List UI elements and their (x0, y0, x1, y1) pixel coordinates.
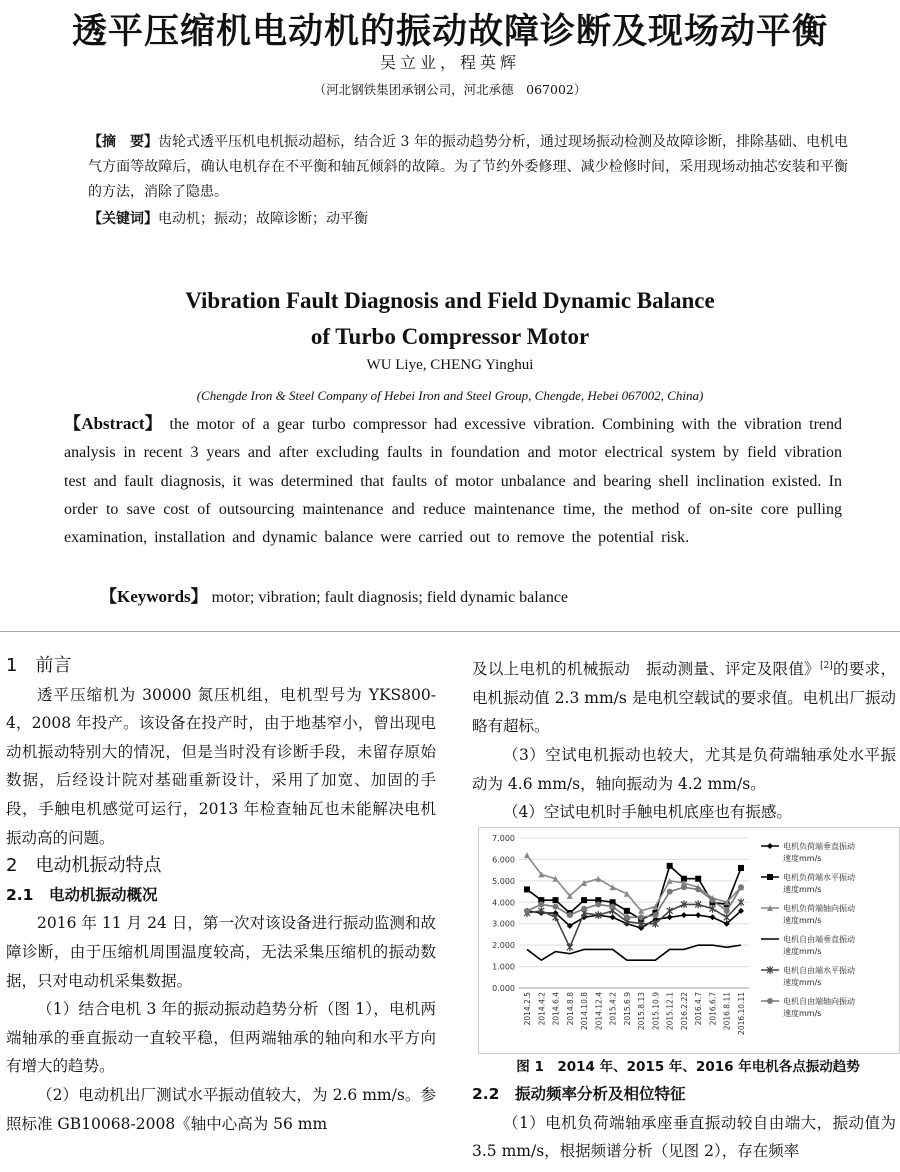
x-tick-label: 2016.4.7 (694, 992, 704, 1026)
legend-label: 电机负荷端垂直振动 (783, 842, 855, 851)
right-column-top (472, 652, 896, 827)
keywords-cn-label: 【关键词】 (88, 211, 158, 227)
data-point (524, 852, 530, 858)
data-point (524, 908, 530, 914)
keywords-cn-text: 电动机；振动；故障诊断；动平衡 (158, 211, 368, 227)
data-point (695, 912, 701, 918)
x-tick-label: 2016.8.11 (722, 992, 732, 1031)
legend-label-unit: 速度mm/s (783, 885, 822, 894)
data-point (553, 897, 559, 903)
data-point (709, 897, 715, 903)
data-point (524, 886, 530, 892)
left-column (6, 652, 436, 1138)
section-divider (0, 631, 900, 632)
data-point (624, 891, 630, 897)
data-point (638, 914, 644, 920)
x-tick-label: 2014.2.5 (523, 992, 532, 1026)
standard-text: 及以上电机的机械振动 振动测量、评定及限值》 (472, 660, 820, 679)
y-tick-label: 2.000 (492, 941, 515, 951)
reference-mark: [2] (819, 661, 833, 671)
legend-label: 电机负荷端轴向振动 (783, 904, 855, 913)
figure-1-caption: 图 1 2014 年、2015 年、2016 年电机各点振动趋势 (516, 1059, 860, 1075)
data-point (581, 906, 587, 912)
x-tick-label: 2014.6.4 (551, 992, 561, 1026)
data-point (538, 901, 544, 907)
legend-label-unit: 速度mm/s (783, 854, 822, 863)
data-point (610, 904, 616, 910)
x-tick-label: 2014.10.8 (580, 992, 590, 1031)
legend-marker (767, 998, 773, 1004)
data-point (709, 914, 715, 920)
standard-text-end: 的要求，电机振动值 2.3 mm/s 是电机空载试的要求值。电机出厂振动略有超标。 (472, 660, 896, 736)
heading-vibration-features: 2 电动机振动特点 (6, 855, 162, 877)
paper-title-en-line2: of Turbo Compressor Motor (310, 324, 590, 349)
paragraph-overview: 2016 年 11 月 24 日，第一次对该设备进行振动监测和故障诊断，由于压缩机周围温度较高，无法采集压缩机的振动数据，只对电动机采集数据。 (6, 914, 436, 990)
data-point (610, 914, 616, 920)
legend-label: 电机自由端垂直振动 (783, 935, 855, 944)
paragraph-item-2: （2）电动机出厂测试水平振动值较大，为 2.6 mm/s。参照标准 GB10068-2008《轴中心高为 56 mm (6, 1085, 436, 1133)
keywords-en-text: motor; vibration; fault diagnosis; field dynamic balance (211, 589, 569, 606)
x-tick-label: 2015.6.9 (622, 992, 632, 1026)
data-point (567, 943, 573, 951)
abstract-en-text: the motor of a gear turbo compressor had excessive vibration. Combining with the vibration trend analysis in recent 3 years and after excluding faults in foundation and motor electrical system by field vibration test and fault diagnosis, it was determined that faults of motor unbalance and bearing shell inclination existed. In order to save cost of outsourcing maintenance and reduce maintenance time, the method of on-site core pulling examination, installation and dynamic balance were carried out to remove the potential risk. (64, 416, 843, 547)
y-tick-label: 1.000 (492, 962, 515, 972)
data-point (695, 886, 701, 892)
data-point (695, 876, 701, 882)
data-point (581, 897, 587, 903)
keywords-en (100, 582, 860, 607)
data-point (681, 884, 687, 890)
paragraph-frequency: （1）电机负荷端轴承座垂直振动较自由端大，振动值为 3.5 mm/s，根据频谱分析（见图 2），存在频率 (472, 1113, 896, 1161)
data-point (738, 865, 744, 871)
legend-label: 电机负荷端水平振动 (783, 873, 855, 882)
authors-cn: 吴立业，程英辉 (379, 53, 520, 72)
heading-vibration-overview: 2.1 电动机振动概况 (6, 885, 158, 904)
data-point (624, 908, 630, 914)
data-point (652, 912, 658, 918)
series-line (527, 945, 741, 960)
y-tick-label: 3.000 (492, 919, 515, 929)
data-point (667, 914, 673, 920)
paper-title-cn: 透平压缩机电动机的振动故障诊断及现场动平衡 (71, 12, 828, 52)
data-point (567, 912, 573, 918)
legend-label-unit: 速度mm/s (783, 947, 822, 956)
y-tick-label: 0.000 (492, 984, 515, 993)
legend-label: 电机自由端轴向振动 (783, 997, 855, 1006)
data-point (667, 907, 673, 915)
x-tick-label: 2014.12.4 (594, 992, 604, 1031)
x-tick-label: 2015.10.9 (651, 992, 661, 1031)
data-point (667, 863, 673, 869)
data-point (667, 889, 673, 895)
legend-marker (767, 874, 773, 880)
legend-marker (767, 843, 773, 849)
paper-title-en-line1: Vibration Fault Diagnosis and Field Dynamic Balance (185, 288, 715, 313)
y-tick-label: 5.000 (492, 876, 515, 886)
abstract-en (64, 410, 842, 552)
y-tick-label: 6.000 (492, 855, 515, 865)
abstract-cn (88, 130, 848, 205)
abstract-en-label: 【Abstract】 (64, 414, 163, 433)
heading-frequency-analysis: 2.2 振动频率分析及相位特征 (472, 1085, 686, 1103)
legend-label-unit: 速度mm/s (783, 978, 822, 987)
abstract-cn-label: 【摘 要】 (88, 134, 159, 150)
legend-label-unit: 速度mm/s (783, 916, 822, 925)
heading-intro: 1 前言 (6, 655, 72, 676)
legend-label: 电机自由端水平振动 (783, 966, 855, 975)
paragraph-intro: 透平压缩机为 30000 氮压机组，电机型号为 YKS800-4，2008 年投产。该设备在投产时，由于地基窄小，曾出现电动机振动特别大的情况，但是当时没有诊断手段，未留存原始数据，后经设计院对基础重新设计，采用了加宽、加固的手段，手触电机感觉可运行，2013 年检查轴瓦也未能解决电机振动高的问题。 (6, 685, 436, 847)
x-tick-label: 2016.2.22 (679, 992, 689, 1031)
data-point (553, 913, 559, 921)
keywords-cn (88, 208, 848, 228)
affiliation-cn: （河北钢铁集团承钢公司，河北承德 067002） (313, 82, 587, 97)
x-tick-label: 2016.6.7 (708, 992, 718, 1026)
authors-en: WU Liye, CHENG Yinghui (366, 357, 534, 373)
x-tick-label: 2014.4.2 (537, 992, 547, 1026)
data-point (738, 884, 744, 890)
data-point (595, 901, 601, 907)
x-tick-label: 2016.10.11 (737, 992, 746, 1035)
vibration-trend-chart (479, 828, 899, 1053)
data-point (724, 913, 730, 921)
legend-label-unit: 速度mm/s (783, 1009, 822, 1018)
paragraph-item-1: （1）结合电机 3 年的振动振动趋势分析（图 1），电机两端轴承的垂直振动一直较平稳，但两端轴承的轴向和水平方向有增大的趋势。 (6, 1000, 436, 1076)
affiliation-en: (Chengde Iron & Steel Company of Hebei Iron and Steel Group, Chengde, Hebei 067002, China) (196, 388, 704, 403)
figure-1-chart (478, 827, 900, 1054)
x-tick-label: 2014.8.8 (565, 992, 575, 1026)
paragraph-standard (472, 652, 896, 741)
data-point (724, 908, 730, 914)
y-tick-label: 7.000 (492, 834, 515, 843)
keywords-en-label: 【Keywords】 (100, 587, 208, 606)
abstract-cn-text: 齿轮式透平压机电机振动超标，结合近 3 年的振动趋势分析，通过现场振动检测及故障诊断，排除基础、电机电气方面等故障后，确认电机存在不平衡和轴瓦倾斜的故障。为了节约外委修理、减少检修时间，采用现场动抽芯安装和平衡的方法，消除了隐患。 (88, 134, 849, 200)
paragraph-item-3: （3）空试电机振动也较大，尤其是负荷端轴承处水平振动为 4.6 mm/s，轴向振动为 4.2 mm/s。 (472, 745, 896, 793)
data-point (624, 914, 630, 920)
y-tick-label: 4.000 (492, 898, 515, 908)
x-tick-label: 2015.4.2 (608, 992, 618, 1026)
data-point (553, 904, 559, 910)
x-tick-label: 2015.12.1 (665, 992, 675, 1031)
x-tick-label: 2015.8.13 (637, 992, 647, 1031)
data-point (681, 912, 687, 918)
series-line (527, 866, 741, 920)
right-column-bottom (472, 1080, 896, 1166)
paragraph-item-4: （4）空试电机时手触电机底座也有振感。 (503, 803, 792, 822)
